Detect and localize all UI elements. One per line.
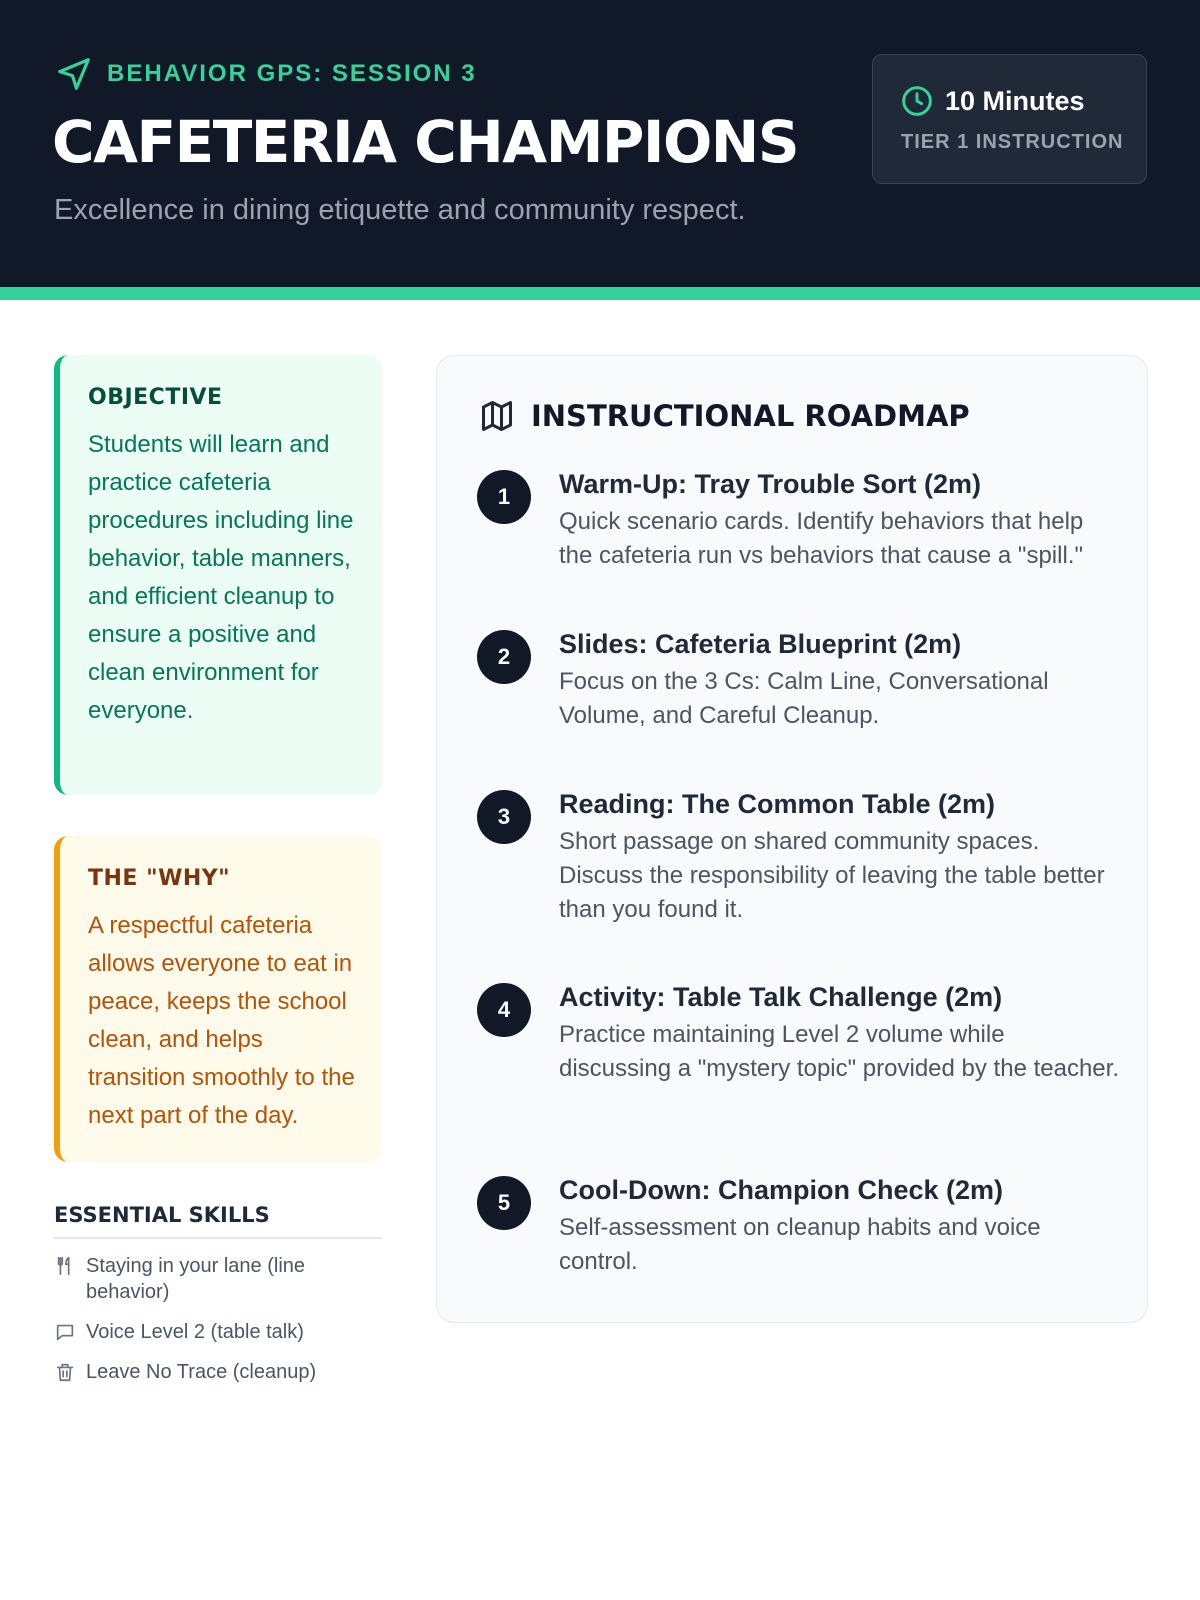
skill-label: Voice Level 2 (table talk) [86, 1321, 304, 1343]
step-title: Warm-Up: Tray Trouble Sort (2m) [559, 469, 982, 499]
trash-icon [54, 1361, 76, 1383]
step-number-badge: 2 [477, 630, 531, 684]
objective-title: OBJECTIVE [88, 385, 223, 410]
step-title: Activity: Table Talk Challenge (2m) [559, 982, 1003, 1012]
clock-icon [901, 85, 933, 117]
chat-bubble-icon [54, 1321, 76, 1343]
why-title: THE "WHY" [88, 866, 231, 891]
utensils-icon [54, 1255, 76, 1277]
duration-label: TIER 1 INSTRUCTION [901, 131, 1124, 153]
session-label: BEHAVIOR GPS: SESSION 3 [107, 60, 477, 87]
step-description: Quick scenario cards. Identify behaviors that help the cafeteria run vs behaviors that cause a "spill." [559, 508, 1084, 569]
step-number-badge: 5 [477, 1176, 531, 1230]
step-title: Reading: The Common Table (2m) [559, 789, 996, 819]
step-title: Slides: Cafeteria Blueprint (2m) [559, 629, 962, 659]
skill-item [54, 1359, 382, 1385]
step-description: Self-assessment on cleanup habits and voice control. [559, 1214, 1041, 1275]
skill-label: Leave No Trace (cleanup) [86, 1361, 317, 1383]
header-accent-bar [0, 287, 1200, 300]
why-callout [54, 836, 382, 1162]
duration-value: 10 Minutes [945, 85, 1085, 116]
instructional-roadmap [436, 355, 1148, 1323]
skills-title: ESSENTIAL SKILLS [54, 1203, 382, 1239]
skill-label: Staying in your lane (line behavior) [86, 1255, 306, 1303]
why-body: A respectful cafeteria allows everyone to eat in peace, keeps the school clean, and helps transition smoothly to the next part of the day. [88, 912, 355, 1129]
navigation-arrow-icon [55, 55, 93, 93]
header [0, 0, 1200, 287]
roadmap-header [479, 398, 970, 434]
step-number-badge: 1 [477, 470, 531, 524]
step-description: Short passage on shared community spaces. Discuss the responsibility of leaving the table better than you found it. [559, 828, 1105, 923]
map-icon [479, 398, 515, 434]
step-number-badge: 3 [477, 790, 531, 844]
objective-callout [54, 355, 382, 795]
roadmap-title: INSTRUCTIONAL ROADMAP [531, 399, 970, 433]
step-number-badge: 4 [477, 983, 531, 1037]
duration-card [872, 54, 1147, 184]
objective-body: Students will learn and practice cafeteria procedures including line behavior, table manners, and efficient cleanup to ensure a positive and clean environment for everyone. [88, 431, 354, 724]
session-eyebrow [55, 55, 477, 93]
page-title: CAFETERIA CHAMPIONS [52, 108, 799, 176]
skill-item [54, 1253, 382, 1305]
essential-skills [54, 1203, 382, 1385]
step-description: Practice maintaining Level 2 volume while discussing a "mystery topic" provided by the teacher. [559, 1021, 1119, 1082]
step-description: Focus on the 3 Cs: Calm Line, Conversational Volume, and Careful Cleanup. [559, 668, 1049, 729]
page-subtitle: Excellence in dining etiquette and community respect. [54, 194, 746, 226]
step-title: Cool-Down: Champion Check (2m) [559, 1175, 1003, 1205]
skill-item [54, 1319, 382, 1345]
